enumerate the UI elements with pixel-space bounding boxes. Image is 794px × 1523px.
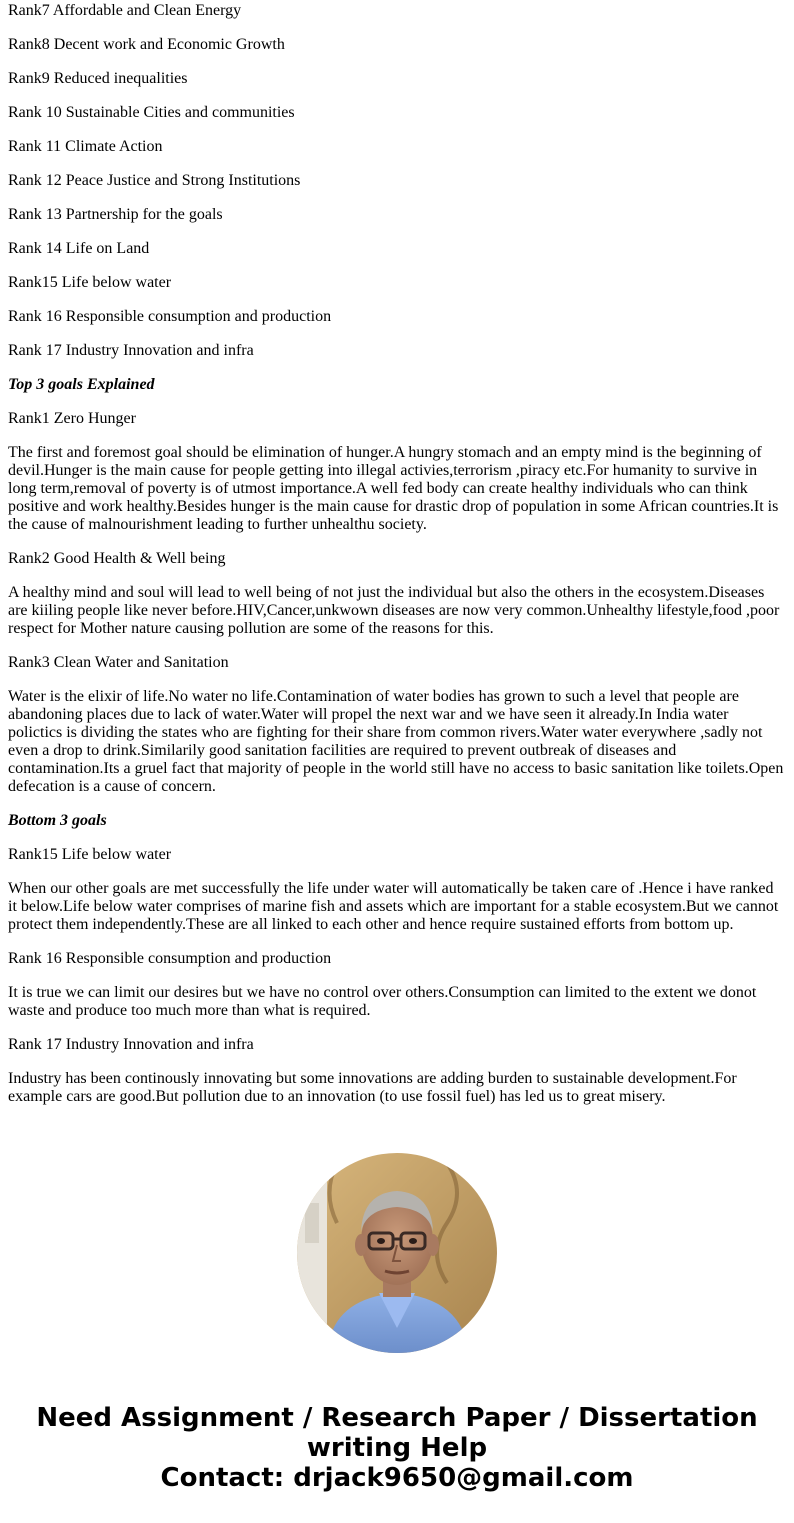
- rank-list-item: Rank15 Life below water: [8, 274, 172, 291]
- goal-title: Rank3 Clean Water and Sanitation: [8, 654, 229, 671]
- rank-list-item: Rank 17 Industry Innovation and infra: [8, 342, 254, 359]
- author-avatar: [297, 1153, 497, 1353]
- goal-explanation: Water is the elixir of life.No water no life.Contamination of water bodies has grown to such a level that people are abandoning places due to lack of water.Water will propel the next war and we have seen it already.In India water polictics is dividing the states who are fighting for their share from common rivers.Water water everywhere ,sadly not even a drop to drink.Similarily good sanitation facilities are required to prevent outbreak of diseases and contamination.Its a gruel fact that majority of people in the world still have no access to basic sanitation like toilets.Open defecation is a cause of concern.: [8, 688, 784, 795]
- goal-title: Rank15 Life below water: [8, 846, 172, 863]
- rank-list-item: Rank 11 Climate Action: [8, 138, 163, 155]
- rank-list-item: Rank 16 Responsible consumption and production: [8, 308, 332, 325]
- rank-list-item: Rank 10 Sustainable Cities and communities: [8, 104, 295, 121]
- goal-explanation: When our other goals are met successfully the life under water will automatically be taken care of .Hence i have ranked it below.Life below water comprises of marine fish and assets which are important for a stable ecosystem.But we cannot protect them independently.These are all linked to each other and hence require sustained efforts from bottom up.: [8, 880, 779, 933]
- goal-explanation: Industry has been continously innovating but some innovations are adding burden to sustainable development.For example cars are good.But pollution due to an innovation (to use fossil fuel) has led us to great misery.: [8, 1070, 737, 1105]
- rank-list-item: Rank9 Reduced inequalities: [8, 70, 188, 87]
- contact-email-text: Contact: drjack9650@gmail.com: [160, 1463, 634, 1493]
- goal-explanation: The first and foremost goal should be elimination of hunger.A hungry stomach and an empty mind is the beginning of devil.Hunger is the main cause for people getting into illegal activies,terrorism ,piracy etc.For humanity to survive in long term,removal of poverty is of utmost importance.A well fed body can create healthy individuals who can think positive and work healthy.Besides hunger is the main cause for drastic drop of population in some African countries.It is the cause of malnourishment leading to further unhealthu society.: [8, 444, 779, 533]
- author-portrait-image: [297, 1153, 497, 1353]
- rank-list-item: Rank7 Affordable and Clean Energy: [8, 2, 242, 19]
- rank-list-item: Rank 14 Life on Land: [8, 240, 150, 257]
- goal-title: Rank 16 Responsible consumption and production: [8, 950, 332, 967]
- goal-explanation: It is true we can limit our desires but we have no control over others.Consumption can limited to the extent we donot waste and produce too much more than what is required.: [8, 984, 757, 1019]
- article-body: [8, 2, 786, 1122]
- goal-explanation: A healthy mind and soul will lead to well being of not just the individual but also the others in the ecosystem.Diseases are kiiling people like never before.HIV,Cancer,unkwown diseases are now very common.Unhealthy lifestyle,food ,poor respect for Mother nature causing pollution are some of the reasons for this.: [8, 584, 780, 637]
- contact-banner: [0, 1403, 794, 1493]
- help-offer-text: Need Assignment / Research Paper / Dissertation writing Help: [36, 1403, 758, 1463]
- rank-list-item: Rank 13 Partnership for the goals: [8, 206, 223, 223]
- rank-list-item: Rank8 Decent work and Economic Growth: [8, 36, 285, 53]
- top-goals-heading: Top 3 goals Explained: [8, 376, 155, 393]
- goal-title: Rank 17 Industry Innovation and infra: [8, 1036, 254, 1053]
- goal-title: Rank2 Good Health & Well being: [8, 550, 226, 567]
- bottom-goals-heading: Bottom 3 goals: [8, 812, 107, 829]
- rank-list-item: Rank 12 Peace Justice and Strong Institutions: [8, 172, 301, 189]
- goal-title: Rank1 Zero Hunger: [8, 410, 136, 427]
